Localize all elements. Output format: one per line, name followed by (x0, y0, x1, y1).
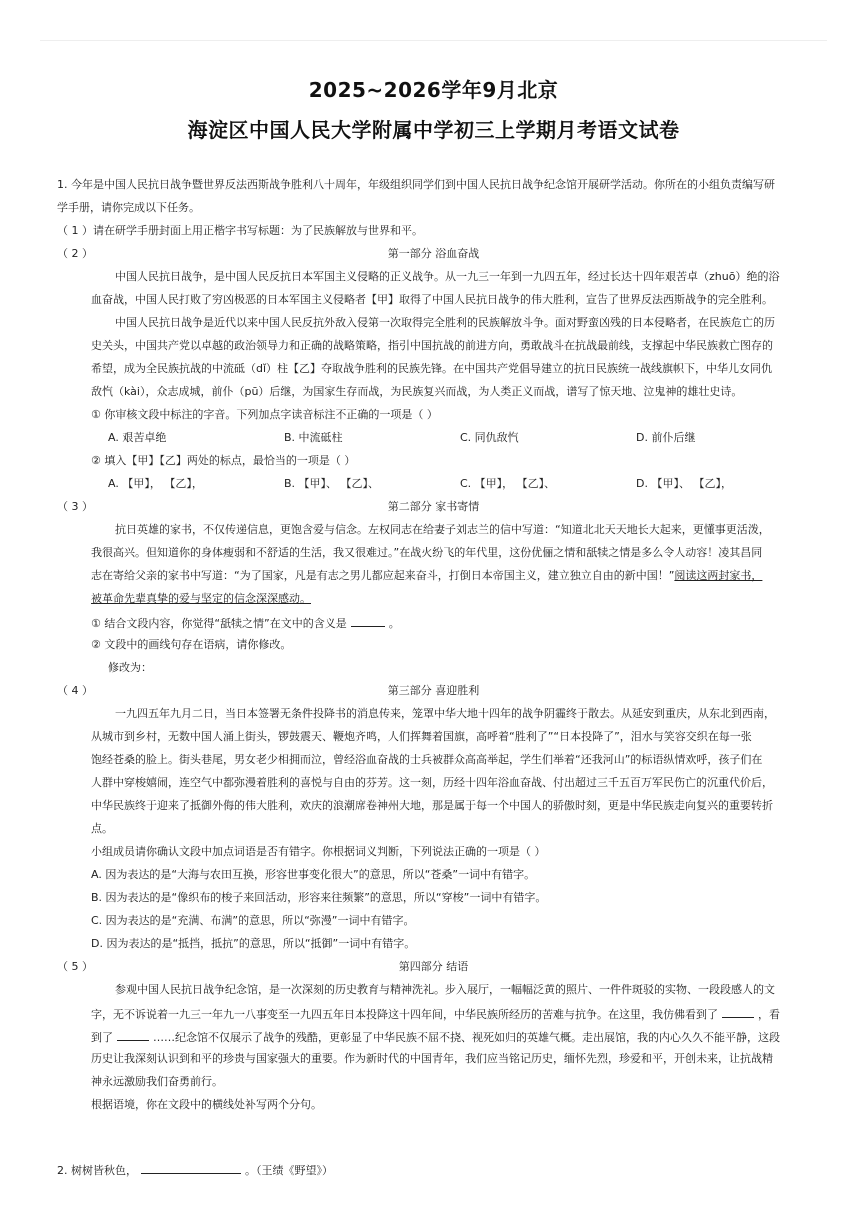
part4-paragraph-line3-text: ……纪念馆不仅展示了战争的残酷，更彰显了中华民族不屈不挠、视死如归的英雄气概。走出展馆，我的内心久久不能平静，这段 (153, 1031, 780, 1044)
part4-paragraph-line2-text: 字，无不诉说着一九三一年九一八事变至一九四五年日本投降这十四年间，中华民族所经历的苦难与抗争。在这里，我仿佛看到了 (91, 1008, 718, 1021)
part4-paragraph-line2 (91, 1006, 780, 1022)
q1-2-question-a: ① 你审核文段中标注的字音。下列加点字读音标注不正确的一项是（ ） (91, 408, 438, 421)
q1-3-question1-end: 。 (388, 617, 400, 630)
part1-paragraph2-line2: 史关头，中国共产党以卓越的政治领导力和正确的战略策略，指引中国抗战的前进方向，勇敢战斗在抗战最前线，支撑起中华民族救亡图存的 (91, 339, 773, 352)
q1-sub2-label: （ 2 ） (57, 247, 93, 260)
part3-paragraph-line5: 中华民族终于迎来了抵御外侮的伟大胜利，欢庆的浪潮席卷神州大地，那是属于每一个中国人的骄傲时刻，更是中华民族走向复兴的重要转折 (91, 799, 773, 812)
q1-intro-line1: 1. 今年是中国人民抗日战争暨世界反法西斯战争胜利八十周年，年级组织同学们到中国人民抗日战争纪念馆开展研学活动。你所在的小组负责编写研 (57, 178, 775, 191)
answer-blank[interactable] (141, 1162, 241, 1174)
part2-paragraph-line2: 我很高兴。但知道你的身体瘦弱和不舒适的生活，我又很难过。”在战火纷飞的年代里，这份优俪之情和舐犊之情是多么令人动容！凌其昌同 (91, 546, 763, 559)
part2-title: 第二部分 家书寄情 (387, 500, 480, 513)
q2-text-end: 。（王绩《野望》） (245, 1164, 333, 1177)
part1-paragraph1-line1: 中国人民抗日战争，是中国人民反抗日本军国主义侵略的正义战争。从一九三一年到一九四五年，经过长达十四年艰苦卓（zhuō）绝的浴 (115, 270, 780, 283)
part2-paragraph-line1: 抗日英雄的家书，不仅传递信息，更饱含爱与信念。左权同志在给妻子刘志兰的信中写道：“知道北北天天地长大起来，更懂事更活泼， (115, 523, 770, 536)
option-a[interactable]: A. 【甲】， 【乙】， (108, 477, 203, 490)
q1-sub5-label: （ 5 ） (57, 960, 93, 973)
exam-title-line2: 海淀区中国人民大学附属中学初三上学期月考语文试卷 (187, 118, 680, 142)
option-c[interactable]: C. 【甲】， 【乙】、 (460, 477, 556, 490)
q1-3-question2: ② 文段中的画线句存在语病，请你修改。 (91, 638, 292, 651)
part2-paragraph-line3 (91, 569, 762, 583)
q1-sub1: （ 1 ）请在研学手册封面上用正楷字书写标题：为了民族解放与世界和平。 (57, 224, 423, 237)
part4-paragraph-line2-end: ，看 (758, 1008, 780, 1021)
part1-paragraph2-line1: 中国人民抗日战争是近代以来中国人民反抗外敌入侵第一次取得完全胜利的民族解放斗争。面对野蛮凶残的日本侵略者，在民族危亡的历 (115, 316, 775, 329)
top-divider (40, 40, 827, 41)
option-d[interactable]: D. 【甲】、 【乙】， (636, 477, 732, 490)
part4-paragraph-line3-start: 到了 (91, 1031, 113, 1044)
part3-title: 第三部分 喜迎胜利 (387, 684, 480, 697)
answer-blank[interactable] (117, 1029, 149, 1041)
option-b[interactable]: B. 【甲】、 【乙】、 (284, 477, 380, 490)
option-c[interactable]: C. 因为表达的是“充满、布满”的意思，所以“弥漫”一词中有错字。 (91, 914, 415, 927)
underlined-sentence-part1: 阅读这两封家书， (674, 569, 763, 582)
part4-paragraph-line3 (91, 1029, 780, 1045)
part1-paragraph2-line4: 敌忾（kài），众志成城，前仆（pū）后继，为国家生存而战，为民族复兴而战，为人类正义而战，谱写了惊天地、泣鬼神的雄壮史诗。 (91, 385, 743, 398)
underlined-sentence-part2: 被革命先辈真挚的爱与坚定的信念深深感动。 (91, 592, 311, 605)
q1-3-question1-text: ① 结合文段内容，你觉得“舐犊之情”在文中的含义是 (91, 617, 347, 630)
option-d[interactable]: D. 因为表达的是“抵挡，抵抗”的意思，所以“抵御”一词中有错字。 (91, 937, 416, 950)
q1-intro-line2: 学手册，请你完成以下任务。 (57, 201, 200, 214)
part3-paragraph-line4: 人群中穿梭嬉闹，连空气中都弥漫着胜利的喜悦与自由的芬芳。这一刻，历经十四年浴血奋战、付出超过三千五百万军民伤亡的沉重代价后， (91, 776, 773, 789)
answer-blank[interactable] (351, 615, 385, 627)
part2-paragraph-line3-text: 志在寄给父亲的家书中写道：“为了国家，凡是有志之男儿都应起来奋斗，打倒日本帝国主义，建立独立自由的新中国！” (91, 569, 675, 582)
part3-paragraph-line1: 一九四五年九月二日，当日本签署无条件投降书的消息传来，笼罩中华大地十四年的战争阴霾终于散去。从延安到重庆，从东北到西南， (115, 707, 775, 720)
answer-blank[interactable] (722, 1006, 754, 1018)
part1-title: 第一部分 浴血奋战 (387, 247, 480, 260)
revision-label: 修改为： (108, 661, 152, 674)
part4-paragraph-line5: 神永远激励我们奋勇前行。 (91, 1075, 223, 1088)
option-b[interactable]: B. 中流砥柱 (284, 431, 343, 444)
part4-title: 第四部分 结语 (398, 960, 469, 973)
q1-4-question: 小组成员请你确认文段中加点词语是否有错字。你根据词义判断，下列说法正确的一项是（ ） (91, 845, 546, 858)
option-b[interactable]: B. 因为表达的是“像织布的梭子来回活动，形容来往频繁”的意思，所以“穿梭”一词中有错字。 (91, 891, 547, 904)
option-c[interactable]: C. 同仇敌忾 (460, 431, 519, 444)
part3-paragraph-line6: 点。 (91, 822, 113, 835)
option-d[interactable]: D. 前仆后继 (636, 431, 696, 444)
option-a[interactable]: A. 因为表达的是“大海与农田互换，形容世事变化很大”的意思，所以“苍桑”一词中有错字。 (91, 868, 536, 881)
q1-5-question: 根据语境，你在文段中的横线处补写两个分句。 (91, 1098, 322, 1111)
part4-paragraph-line4: 历史让我深刻认识到和平的珍贵与国家强大的重要。作为新时代的中国青年，我们应当铭记历史，缅怀先烈，珍爱和平，开创未来，让抗战精 (91, 1052, 773, 1065)
q1-2-question-b: ② 填入【甲】【乙】两处的标点，最恰当的一项是（ ） (91, 454, 356, 467)
option-a[interactable]: A. 艰苦卓绝 (108, 431, 167, 444)
q1-sub4-label: （ 4 ） (57, 684, 93, 697)
q1-3-question1 (91, 615, 400, 631)
part3-paragraph-line2: 从城市到乡村，无数中国人涌上街头，锣鼓震天、鞭炮齐鸣，人们挥舞着国旗，高呼着“胜利了”“日本投降了”，泪水与笑容交织在每一张 (91, 730, 752, 743)
q2-line (57, 1162, 333, 1178)
part1-paragraph1-line2: 血奋战，中国人民打败了穷凶极恶的日本军国主义侵略者【甲】取得了中国人民抗日战争的伟大胜利，宣告了世界反法西斯战争的完全胜利。 (91, 293, 773, 306)
q2-text-start: 2. 树树皆秋色， (57, 1164, 137, 1177)
q1-sub3-label: （ 3 ） (57, 500, 93, 513)
part3-paragraph-line3: 饱经苍桑的脸上。街头巷尾，男女老少相拥而泣，曾经浴血奋战的士兵被群众高高举起，学生们举着“还我河山”的标语纵情欢呼，孩子们在 (91, 753, 763, 766)
part1-paragraph2-line3: 希望，成为全民族抗战的中流砥（dǐ）柱【乙】夺取战争胜利的民族先锋。在中国共产党倡导建立的抗日民族统一战线旗帜下，中华儿女同仇 (91, 362, 773, 375)
exam-title-line1: 2025~2026学年9月北京 (308, 78, 559, 102)
part4-paragraph-line1: 参观中国人民抗日战争纪念馆，是一次深刻的历史教育与精神洗礼。步入展厅，一幅幅泛黄的照片、一件件斑驳的实物、一段段感人的文 (115, 983, 775, 996)
